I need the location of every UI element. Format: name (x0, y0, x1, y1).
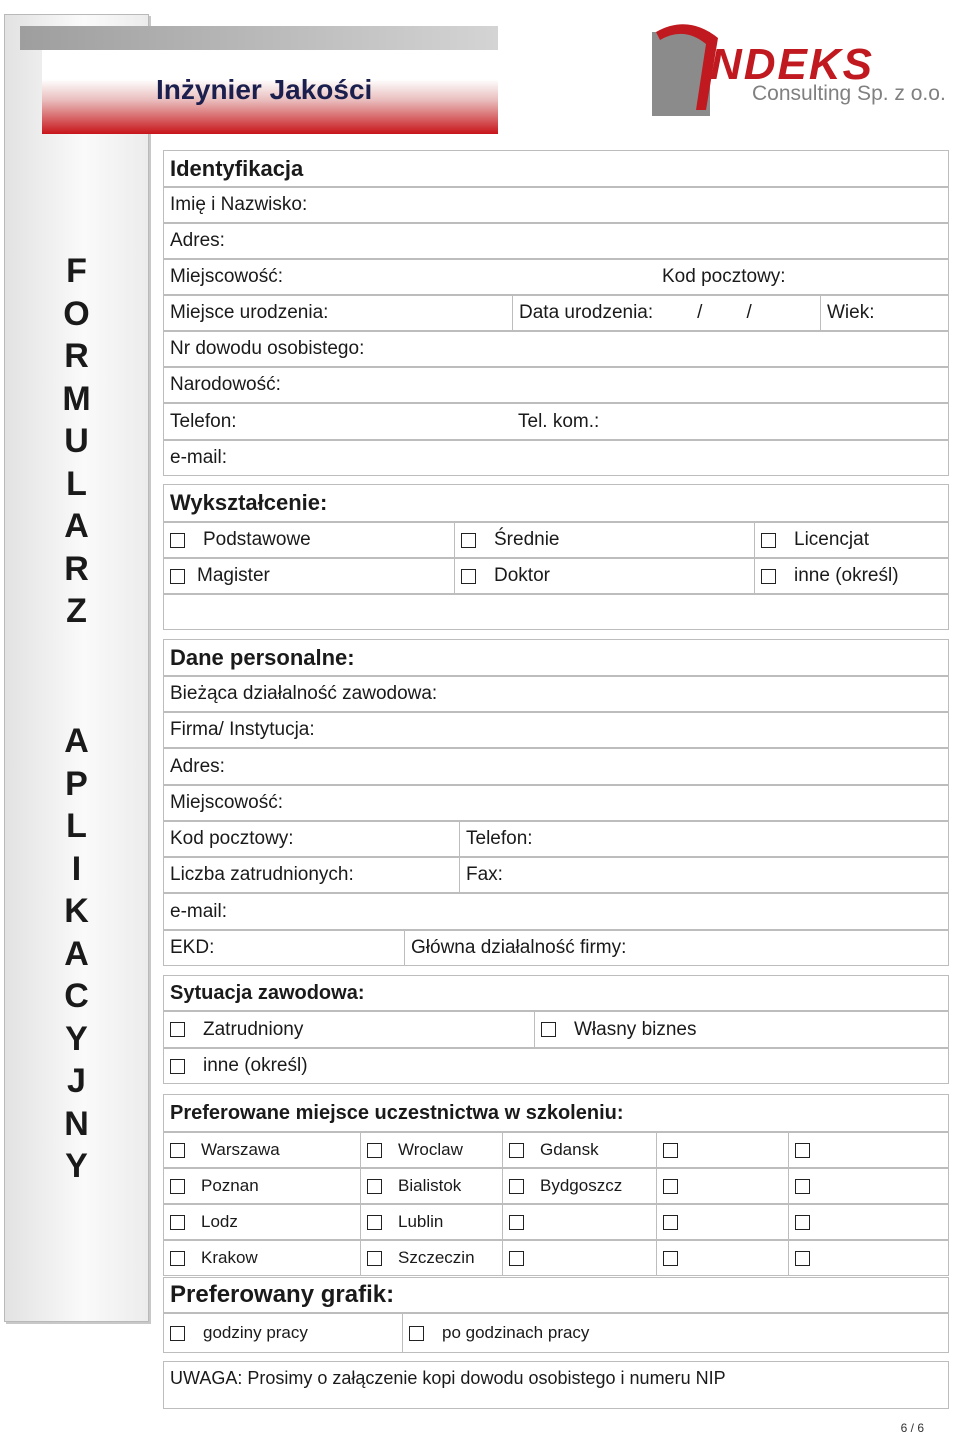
city-row (163, 1204, 949, 1240)
checkbox-icon[interactable] (170, 1059, 185, 1074)
date-slash: / (746, 302, 752, 323)
side-letter: A (64, 507, 89, 545)
city-option[interactable] (502, 1241, 656, 1275)
company-phone-label[interactable]: Telefon: (459, 822, 950, 856)
name-row (163, 187, 949, 223)
birthdate-label: Data urodzenia: (519, 302, 654, 323)
postal-label[interactable]: Kod pocztowy: (662, 266, 786, 287)
age-label[interactable]: Wiek: (820, 296, 950, 330)
side-letter: F (66, 252, 87, 290)
ekd-label[interactable]: EKD: (170, 937, 215, 958)
nationality-row (163, 367, 949, 403)
city-option[interactable] (360, 1205, 502, 1239)
side-letter: N (64, 1104, 89, 1143)
side-letter: C (64, 977, 89, 1015)
education-row-2 (163, 558, 949, 594)
city-option[interactable] (164, 1241, 360, 1275)
checkbox-icon[interactable] (461, 533, 476, 548)
checkbox-icon[interactable] (761, 533, 776, 548)
side-letter: O (63, 294, 90, 333)
section-heading: Sytuacja zawodowa: (170, 981, 365, 1004)
phone-row (163, 403, 949, 440)
birthplace-label[interactable]: Miejsce urodzenia: (170, 302, 329, 323)
side-letter: R (64, 337, 89, 375)
side-letter: P (65, 764, 88, 803)
company-row (163, 712, 949, 748)
checkbox-icon[interactable] (509, 1179, 524, 1194)
note-text: UWAGA: Prosimy o załączenie kopi dowodu osobistego i numeru NIP (170, 1368, 726, 1388)
education-option[interactable]: Magister (164, 559, 454, 593)
company-label[interactable]: Firma/ Instytucja: (170, 719, 315, 740)
city-option-label: Krakow (201, 1248, 258, 1267)
ekd-row (163, 930, 949, 966)
section-heading: Identyfikacja (170, 155, 304, 181)
city-option[interactable] (656, 1205, 788, 1239)
side-letter: M (62, 379, 91, 418)
city-option[interactable] (360, 1133, 502, 1167)
id-row (163, 331, 949, 367)
side-letter: R (64, 549, 89, 588)
city-option[interactable] (164, 1133, 360, 1167)
checkbox-icon[interactable] (170, 1179, 185, 1194)
city-option[interactable] (360, 1241, 502, 1275)
checkbox-icon[interactable] (170, 1143, 185, 1158)
side-letter: L (66, 464, 87, 503)
section-grafik (163, 1277, 949, 1313)
date-slash: / (697, 302, 703, 323)
schedule-option[interactable]: po godzinach pracy (402, 1314, 950, 1352)
checkbox-icon[interactable] (367, 1251, 382, 1266)
checkbox-icon[interactable] (509, 1215, 524, 1230)
id-number-label[interactable]: Nr dowodu osobistego: (170, 338, 365, 359)
side-letter: J (67, 1062, 86, 1100)
company-address-label[interactable]: Adres: (170, 755, 225, 777)
company-postal-row (163, 821, 949, 857)
side-letter: Y (65, 1019, 88, 1058)
city-option-label: Lodz (201, 1212, 238, 1231)
employees-label[interactable]: Liczba zatrudnionych: (170, 864, 354, 885)
birth-row (163, 295, 949, 331)
page-title: Inżynier Jakości (156, 74, 373, 105)
education-other-row[interactable] (163, 594, 949, 630)
section-miejsce (163, 1094, 949, 1132)
section-heading: Dane personalne: (170, 644, 355, 670)
page-number: 6 / 6 (900, 1421, 924, 1435)
checkbox-icon[interactable] (170, 1326, 185, 1341)
city-option[interactable] (164, 1205, 360, 1239)
education-option[interactable]: Średnie (454, 523, 754, 557)
city-option[interactable] (656, 1169, 788, 1203)
work-status-option[interactable]: Zatrudniony (164, 1012, 534, 1047)
side-letter: Z (66, 592, 87, 630)
checkbox-icon[interactable] (795, 1251, 810, 1266)
city-option[interactable] (788, 1205, 950, 1239)
city-option[interactable] (656, 1133, 788, 1167)
work-status-row-2 (163, 1048, 949, 1084)
city-option[interactable] (788, 1133, 950, 1167)
education-option[interactable]: Doktor (454, 559, 754, 593)
checkbox-icon[interactable] (795, 1215, 810, 1230)
work-status-option[interactable]: Własny biznes (534, 1012, 950, 1047)
company-email-row (163, 893, 949, 930)
checkbox-icon[interactable] (795, 1143, 810, 1158)
company-city-row (163, 785, 949, 821)
city-row (163, 1132, 949, 1168)
mobile-label[interactable]: Tel. kom.: (518, 410, 600, 432)
city-option[interactable] (502, 1205, 656, 1239)
fax-label[interactable]: Fax: (459, 858, 950, 892)
company-logo (648, 14, 948, 118)
nationality-label[interactable]: Narodowość: (170, 374, 281, 395)
company-city-label[interactable]: Miejscowość: (170, 792, 283, 813)
city-option-label: Gdansk (540, 1140, 599, 1159)
address-label[interactable]: Adres: (170, 230, 225, 251)
section-heading: Wykształcenie: (170, 490, 328, 515)
checkbox-icon[interactable] (663, 1179, 678, 1194)
logo-word: NDEKS (710, 40, 875, 89)
email-row (163, 440, 949, 476)
company-email-label[interactable]: e-mail: (170, 900, 228, 922)
current-work-row (163, 676, 949, 712)
birthdate-field[interactable] (512, 296, 820, 330)
side-panel (4, 14, 149, 1322)
banner-tab (20, 26, 498, 50)
checkbox-icon[interactable] (170, 1022, 185, 1037)
checkbox-icon[interactable] (761, 569, 776, 584)
checkbox-icon[interactable] (170, 569, 185, 584)
schedule-row (163, 1313, 949, 1353)
city-option-label: Bialistok (398, 1176, 462, 1195)
side-word-aplikacyjny (5, 720, 148, 1188)
city-row (163, 259, 949, 295)
city-option-label: Szczeczin (398, 1248, 475, 1267)
city-option[interactable] (788, 1169, 950, 1203)
city-option[interactable] (656, 1241, 788, 1275)
main-activity-label[interactable]: Główna działalność firmy: (404, 931, 950, 965)
city-option-label: Wroclaw (398, 1140, 463, 1159)
side-letter: A (64, 934, 89, 973)
checkbox-icon[interactable] (663, 1143, 678, 1158)
checkbox-icon[interactable] (509, 1143, 524, 1158)
checkbox-icon[interactable] (367, 1215, 382, 1230)
company-postal-label[interactable]: Kod pocztowy: (170, 828, 294, 849)
city-option[interactable] (360, 1169, 502, 1203)
checkbox-icon[interactable] (663, 1215, 678, 1230)
education-option[interactable]: inne (określ) (754, 559, 950, 593)
email-label[interactable]: e-mail: (170, 447, 228, 468)
city-row (163, 1240, 949, 1276)
side-letter: A (64, 722, 89, 760)
city-option-label: Warszawa (201, 1140, 280, 1159)
checkbox-icon[interactable] (170, 533, 185, 548)
current-work-label[interactable]: Bieżąca działalność zawodowa: (170, 683, 438, 704)
logo-subtitle: Consulting Sp. z o.o. (752, 82, 946, 105)
education-option[interactable]: Podstawowe (164, 523, 454, 557)
checkbox-icon[interactable] (795, 1179, 810, 1194)
checkbox-icon[interactable] (170, 1251, 185, 1266)
city-option[interactable] (164, 1169, 360, 1203)
city-option-label: Lublin (398, 1212, 444, 1231)
city-option-label: Bydgoszcz (540, 1176, 623, 1195)
work-status-row-1 (163, 1011, 949, 1048)
side-letter: Y (65, 1147, 88, 1185)
note-row (163, 1361, 949, 1409)
schedule-option[interactable]: godziny pracy (164, 1314, 402, 1352)
checkbox-icon[interactable] (409, 1326, 424, 1341)
city-label[interactable]: Miejscowość: (170, 266, 283, 287)
side-letter: K (64, 892, 89, 930)
section-wyksztalcenie (163, 484, 949, 522)
name-label[interactable]: Imię i Nazwisko: (170, 194, 308, 215)
city-row (163, 1168, 949, 1204)
side-letter: U (64, 422, 89, 460)
city-option[interactable] (502, 1169, 656, 1203)
checkbox-icon[interactable] (367, 1179, 382, 1194)
city-option[interactable] (788, 1241, 950, 1275)
phone-label[interactable]: Telefon: (170, 410, 237, 432)
education-row-1 (163, 522, 949, 558)
section-heading: Preferowany grafik: (170, 1281, 395, 1308)
checkbox-icon[interactable] (541, 1022, 556, 1037)
company-address-row (163, 748, 949, 785)
checkbox-icon[interactable] (170, 1215, 185, 1230)
employees-row (163, 857, 949, 893)
section-identyfikacja (163, 150, 949, 187)
address-row (163, 223, 949, 259)
checkbox-icon[interactable] (509, 1251, 524, 1266)
section-heading: Preferowane miejsce uczestnictwa w szkoleniu: (170, 1101, 624, 1124)
section-dane (163, 639, 949, 676)
side-word-formularz (5, 250, 148, 633)
work-status-option[interactable]: inne (określ) (164, 1049, 948, 1083)
checkbox-icon[interactable] (461, 569, 476, 584)
checkbox-icon[interactable] (367, 1143, 382, 1158)
section-sytuacja (163, 975, 949, 1011)
checkbox-icon[interactable] (663, 1251, 678, 1266)
city-option-label: Poznan (201, 1176, 259, 1195)
education-option[interactable]: Licencjat (754, 523, 950, 557)
side-letter: I (71, 849, 82, 888)
city-option[interactable] (502, 1133, 656, 1167)
side-letter: L (66, 807, 87, 845)
